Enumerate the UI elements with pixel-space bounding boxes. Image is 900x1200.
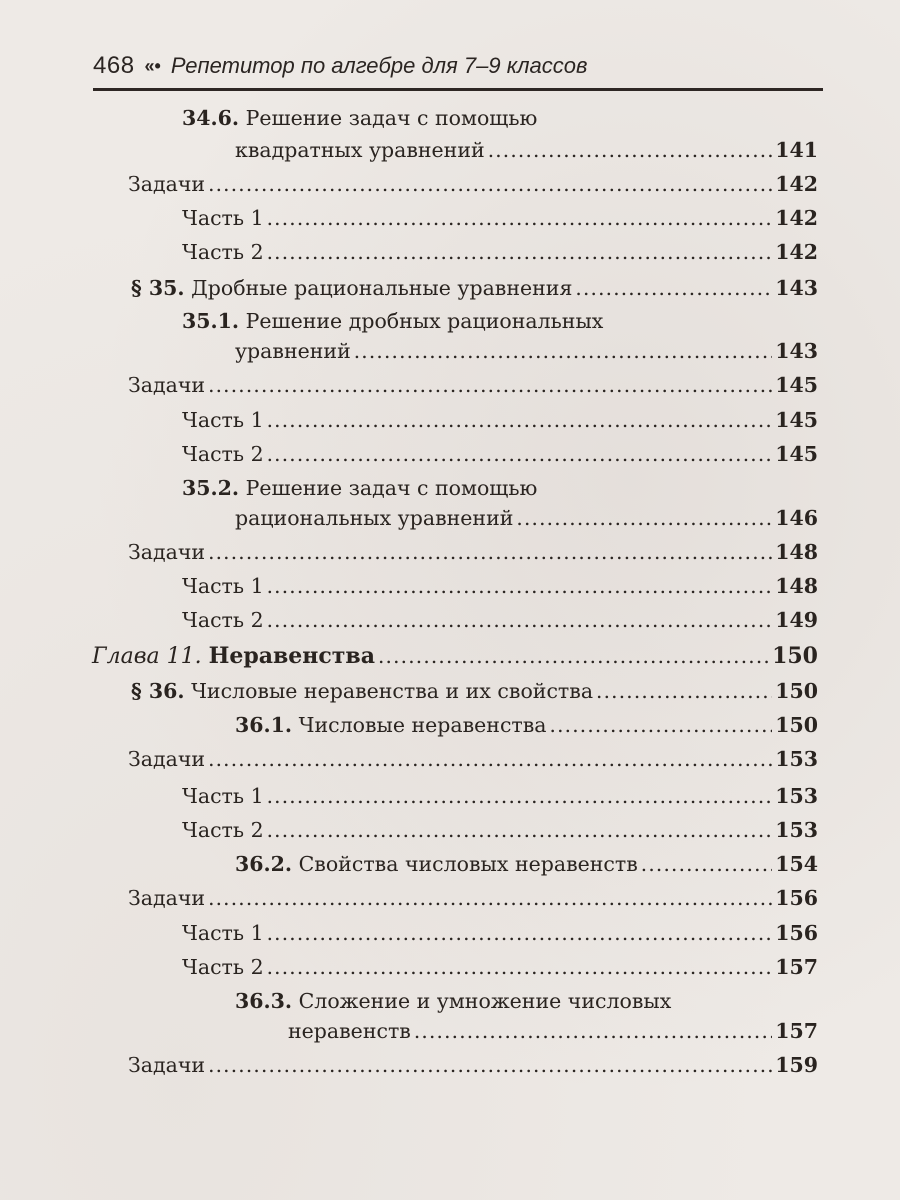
leader-dots xyxy=(378,641,769,671)
leader-dots xyxy=(414,1016,772,1046)
page-ref: 148 xyxy=(775,574,818,598)
toc-entry-36-1[interactable]: 36.1. Числовые неравенства ..... 150 xyxy=(235,710,818,740)
leader-dots xyxy=(267,815,773,845)
toc-entry-tasks[interactable]: Задачи ..... 148 xyxy=(128,537,818,567)
toc-entry-tasks[interactable]: Задачи ..... 156 xyxy=(128,883,818,913)
separator-bullet-icon: «• xyxy=(144,56,161,76)
page-ref: 150 xyxy=(775,679,818,703)
page-ref: 156 xyxy=(775,886,818,910)
page-ref: 156 xyxy=(775,921,818,945)
toc-entry-34-6-line1[interactable]: 34.6. Решение задач с помощью xyxy=(182,106,538,130)
toc-entry-part-1[interactable]: Часть 1 ..... 145 xyxy=(182,405,818,435)
page-ref: 145 xyxy=(775,442,818,466)
leader-dots xyxy=(516,503,772,533)
running-header xyxy=(93,52,823,92)
toc-entry-35-1-line1[interactable]: 35.1. Решение дробных рациональных xyxy=(182,309,604,333)
page-ref: 142 xyxy=(775,206,818,230)
toc-entry-part-1[interactable]: Часть 1 ..... 156 xyxy=(182,918,818,948)
page-ref: 145 xyxy=(775,408,818,432)
leader-dots xyxy=(267,571,773,601)
leader-dots xyxy=(267,918,773,948)
book-title: Репетитор по алгебре для 7–9 классов xyxy=(170,53,588,78)
toc-entry-part-1[interactable]: Часть 1 ..... 142 xyxy=(182,203,818,233)
toc-entry-part-1[interactable]: Часть 1 ..... 148 xyxy=(182,571,818,601)
leader-dots xyxy=(354,336,772,366)
leader-dots xyxy=(267,203,773,233)
toc-entry-tasks[interactable]: Задачи ..... 145 xyxy=(128,370,818,400)
toc-entry-34-6[interactable]: квадратных уравнений ..... 141 xyxy=(235,135,818,165)
page-ref: 150 xyxy=(772,643,818,669)
toc-entry-35-1[interactable]: уравнений ..... 143 xyxy=(235,336,818,366)
toc-entry-36-3-line1[interactable]: 36.3. Сложение и умножение числовых xyxy=(235,989,672,1013)
page-ref: 148 xyxy=(775,540,818,564)
toc-entry-35-2[interactable]: рациональных уравнений ..... 146 xyxy=(235,503,818,533)
page-ref: 149 xyxy=(775,608,818,632)
toc-entry-tasks[interactable]: Задачи ..... 142 xyxy=(128,169,818,199)
leader-dots xyxy=(208,169,772,199)
page-ref: 142 xyxy=(775,240,818,264)
toc-entry-tasks[interactable]: Задачи ..... 159 xyxy=(128,1050,818,1080)
leader-dots xyxy=(575,273,772,303)
leader-dots xyxy=(267,605,773,635)
leader-dots xyxy=(208,537,772,567)
toc-entry-section-36[interactable]: § 36. Числовые неравенства и их свойства ..... 150 xyxy=(131,676,818,706)
leader-dots xyxy=(208,744,772,774)
leader-dots xyxy=(267,781,773,811)
page-ref: 153 xyxy=(775,747,818,771)
leader-dots xyxy=(208,883,772,913)
toc-entry-part-2[interactable]: Часть 2 ..... 153 xyxy=(182,815,818,845)
page-ref: 142 xyxy=(775,172,818,196)
header-divider xyxy=(93,88,823,91)
leader-dots xyxy=(641,849,772,879)
toc-entry-part-2[interactable]: Часть 2 ..... 142 xyxy=(182,237,818,267)
toc-entry-chapter-11[interactable]: Глава 11. Неравенства ..... 150 xyxy=(92,641,818,671)
leader-dots xyxy=(550,710,773,740)
leader-dots xyxy=(208,1050,772,1080)
page-ref: 143 xyxy=(775,339,818,363)
toc-entry-36-3[interactable]: неравенств ..... 157 xyxy=(288,1016,818,1046)
leader-dots xyxy=(596,676,772,706)
leader-dots xyxy=(267,405,773,435)
page-ref: 159 xyxy=(775,1053,818,1077)
toc-entry-36-2[interactable]: 36.2. Свойства числовых неравенств ..... 154 xyxy=(235,849,818,879)
page-ref: 154 xyxy=(775,852,818,876)
page-ref: 153 xyxy=(775,784,818,808)
toc-entry-part-2[interactable]: Часть 2 ..... 157 xyxy=(182,952,818,982)
toc-entry-section-35[interactable]: § 35. Дробные рациональные уравнения ..... 143 xyxy=(131,273,818,303)
page-ref: 146 xyxy=(775,506,818,530)
toc-entry-part-2[interactable]: Часть 2 ..... 145 xyxy=(182,439,818,469)
page-ref: 145 xyxy=(775,373,818,397)
toc-entry-part-1[interactable]: Часть 1 ..... 153 xyxy=(182,781,818,811)
page-ref: 143 xyxy=(775,276,818,300)
leader-dots xyxy=(267,439,773,469)
leader-dots xyxy=(267,237,773,267)
page-ref: 157 xyxy=(775,955,818,979)
toc-entry-tasks[interactable]: Задачи ..... 153 xyxy=(128,744,818,774)
leader-dots xyxy=(488,135,773,165)
page-ref: 150 xyxy=(775,713,818,737)
page-ref: 141 xyxy=(775,138,818,162)
leader-dots xyxy=(208,370,772,400)
leader-dots xyxy=(267,952,773,982)
toc-entry-35-2-line1[interactable]: 35.2. Решение задач с помощью xyxy=(182,476,538,500)
page-ref: 157 xyxy=(775,1019,818,1043)
page-ref: 153 xyxy=(775,818,818,842)
page-number: 468 xyxy=(93,52,135,79)
toc-entry-part-2[interactable]: Часть 2 ..... 149 xyxy=(182,605,818,635)
